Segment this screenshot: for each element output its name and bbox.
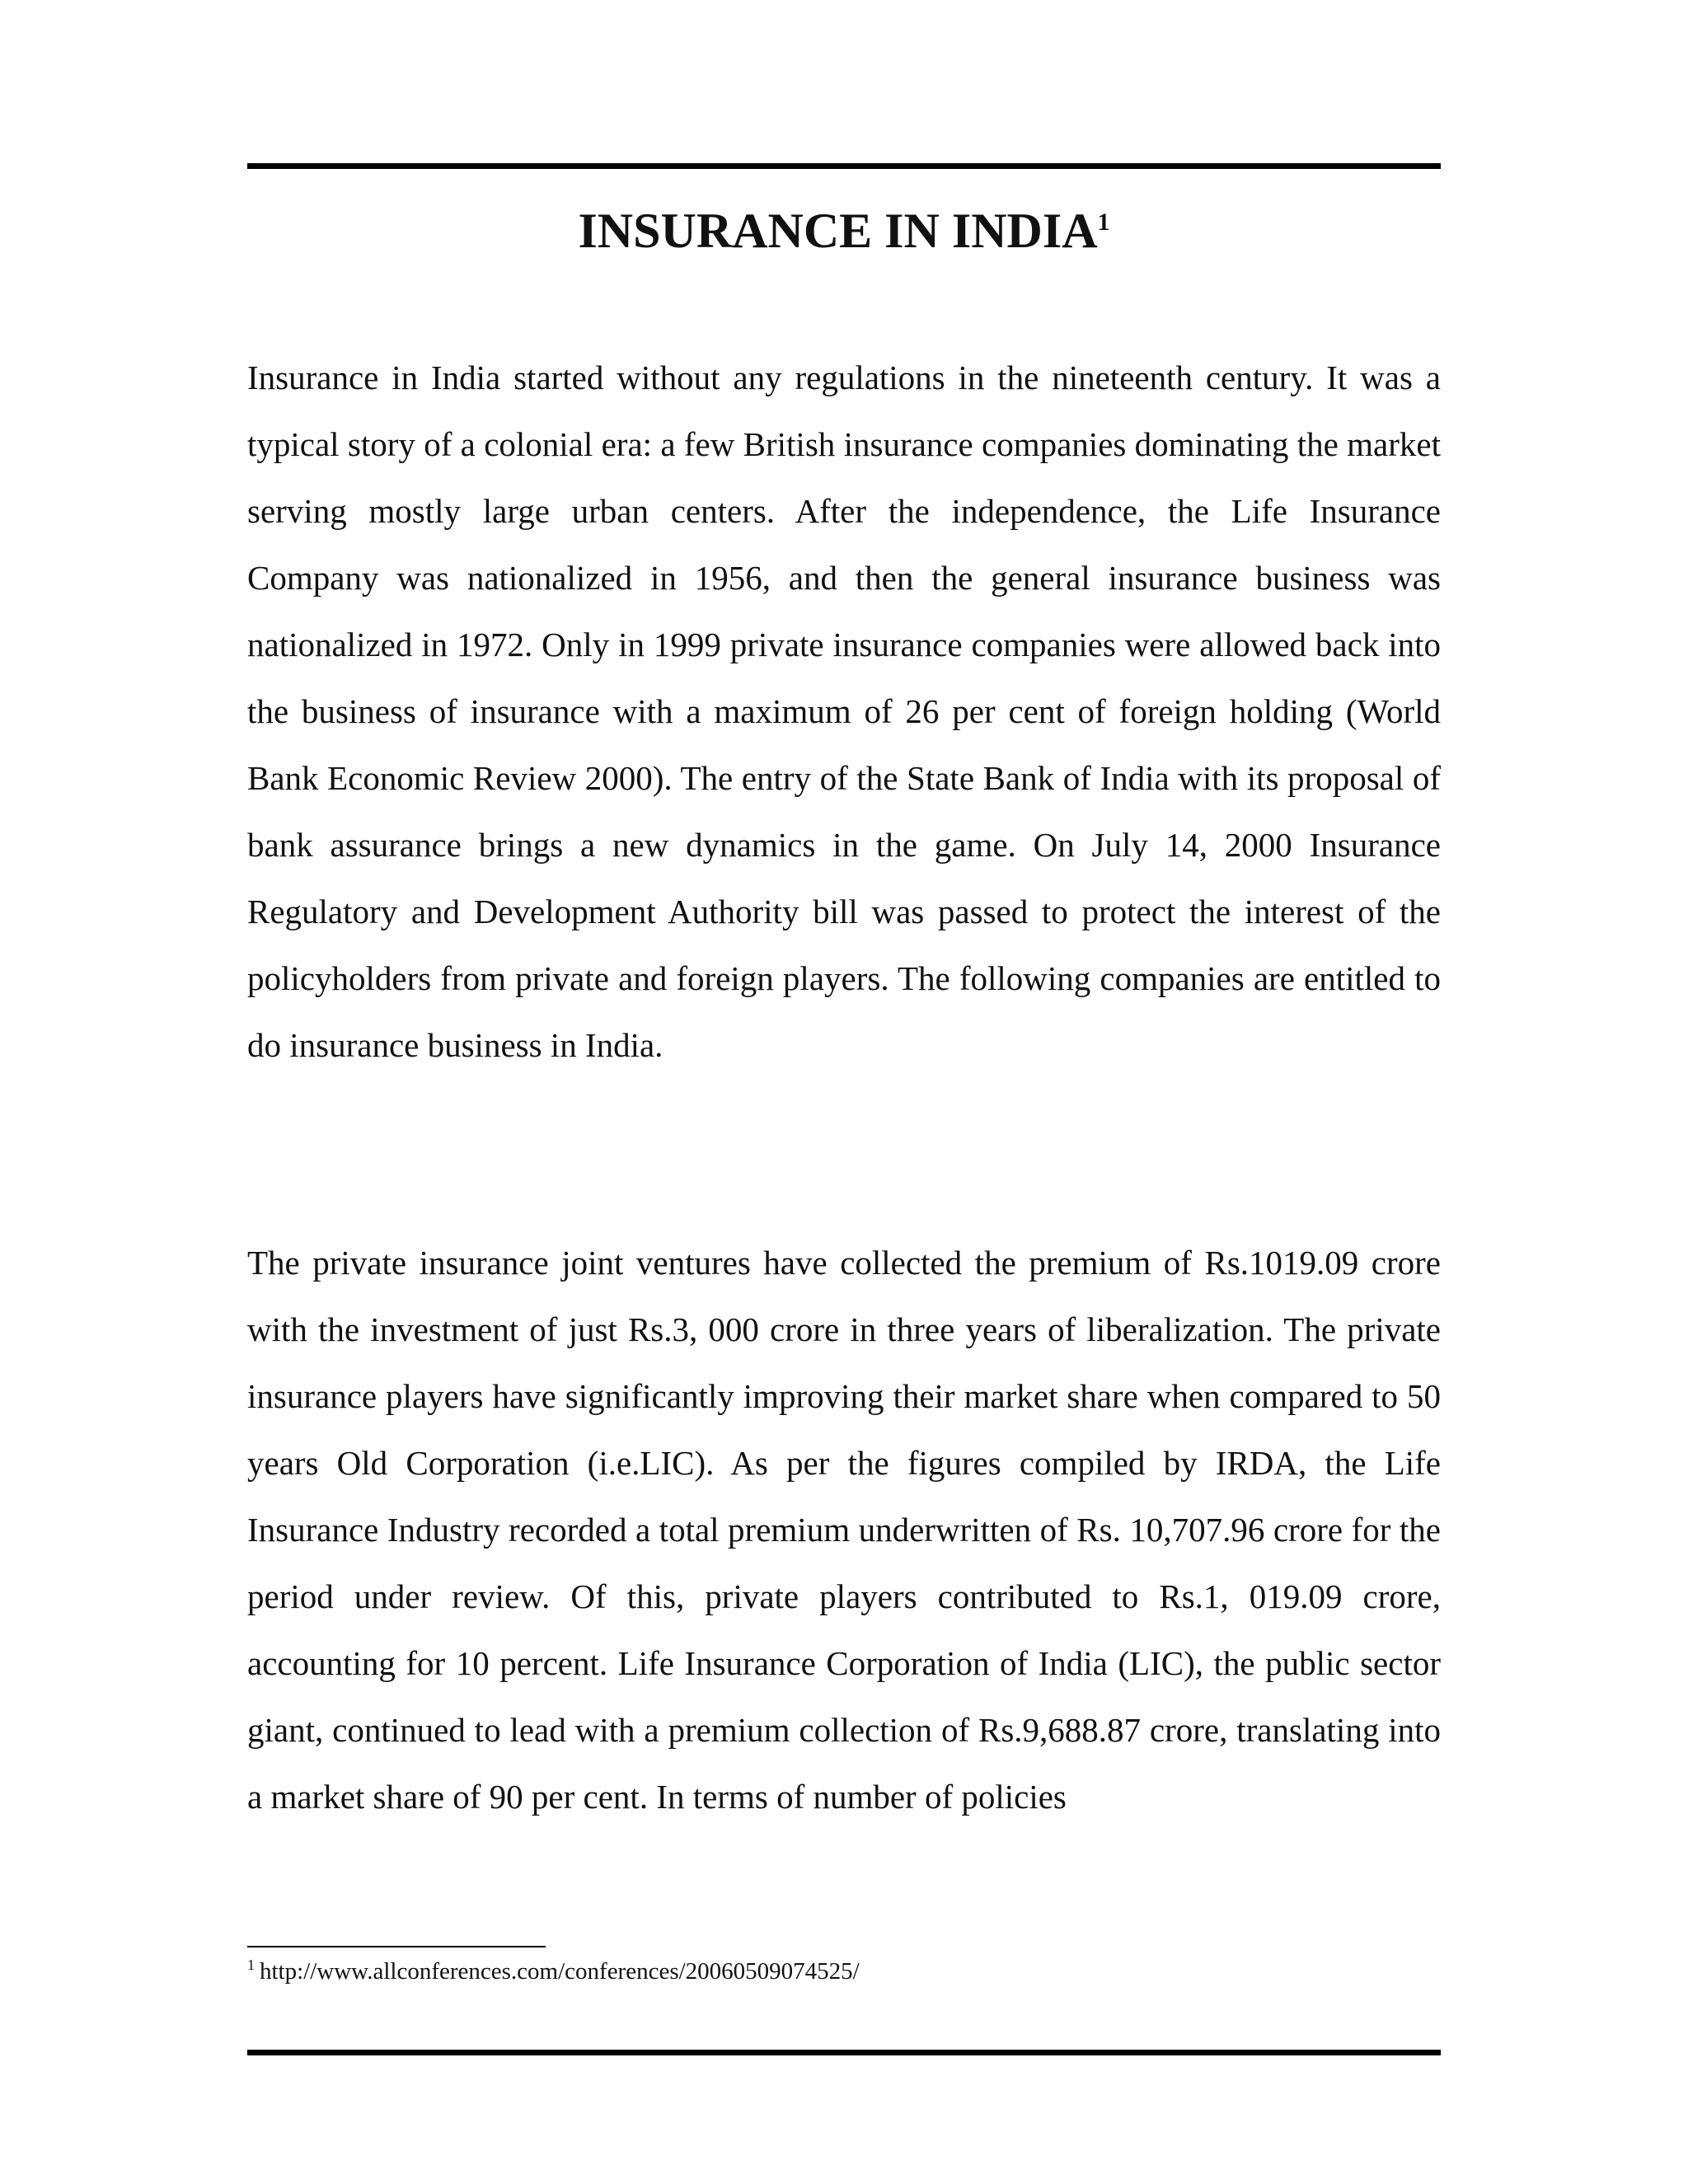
footnote-link-text: http://www.allconferences.com/conferences/20060509074525/ <box>260 1958 860 1985</box>
page-title <box>247 196 1441 265</box>
header-rule <box>247 163 1441 169</box>
footnote-separator <box>247 1946 546 1947</box>
footer-rule <box>247 2050 1441 2055</box>
body-paragraph-2: The private insurance joint ventures have collected the premium of Rs.1019.09 crore with the investment of just Rs.3, 000 crore in three years of liberalization. The private insurance players have significantly improving their market share when compared to 50 years Old Corporation (i.e.LIC). As per the figures compiled by IRDA, the Life Insurance Industry recorded a total premium underwritten of Rs. 10,707.96 crore for the period under review. Of this, private players contributed to Rs.1, 019.09 crore, accounting for 10 percent. Life Insurance Corporation of India (LIC), the public sector giant, continued to lead with a premium collection of Rs.9,688.87 crore, translating into a market share of 90 per cent. In terms of number of policies <box>247 1244 1441 1816</box>
body-paragraph-1: Insurance in India started without any regulations in the nineteenth century. It was a typical story of a colonial era: a few British insurance companies dominating the market serving mostly large urban centers. After the independence, the Life Insurance Company was nationalized in 1956, and then the general insurance business was nationalized in 1972. Only in 1999 private insurance companies were allowed back into the business of insurance with a maximum of 26 per cent of foreign holding (World Bank Economic Review 2000). The entry of the State Bank of India with its proposal of bank assurance brings a new dynamics in the game. On July 14, 2000 Insurance Regulatory and Development Authority bill was passed to protect the interest of the policyholders from private and foreign players. The following companies are entitled to do insurance business in India. <box>247 359 1441 1064</box>
title-footnote-marker: 1 <box>1097 209 1110 236</box>
footnote-marker: 1 <box>247 1957 255 1974</box>
page-title-text: INSURANCE IN INDIA <box>578 204 1098 258</box>
footnote <box>247 1955 860 1988</box>
